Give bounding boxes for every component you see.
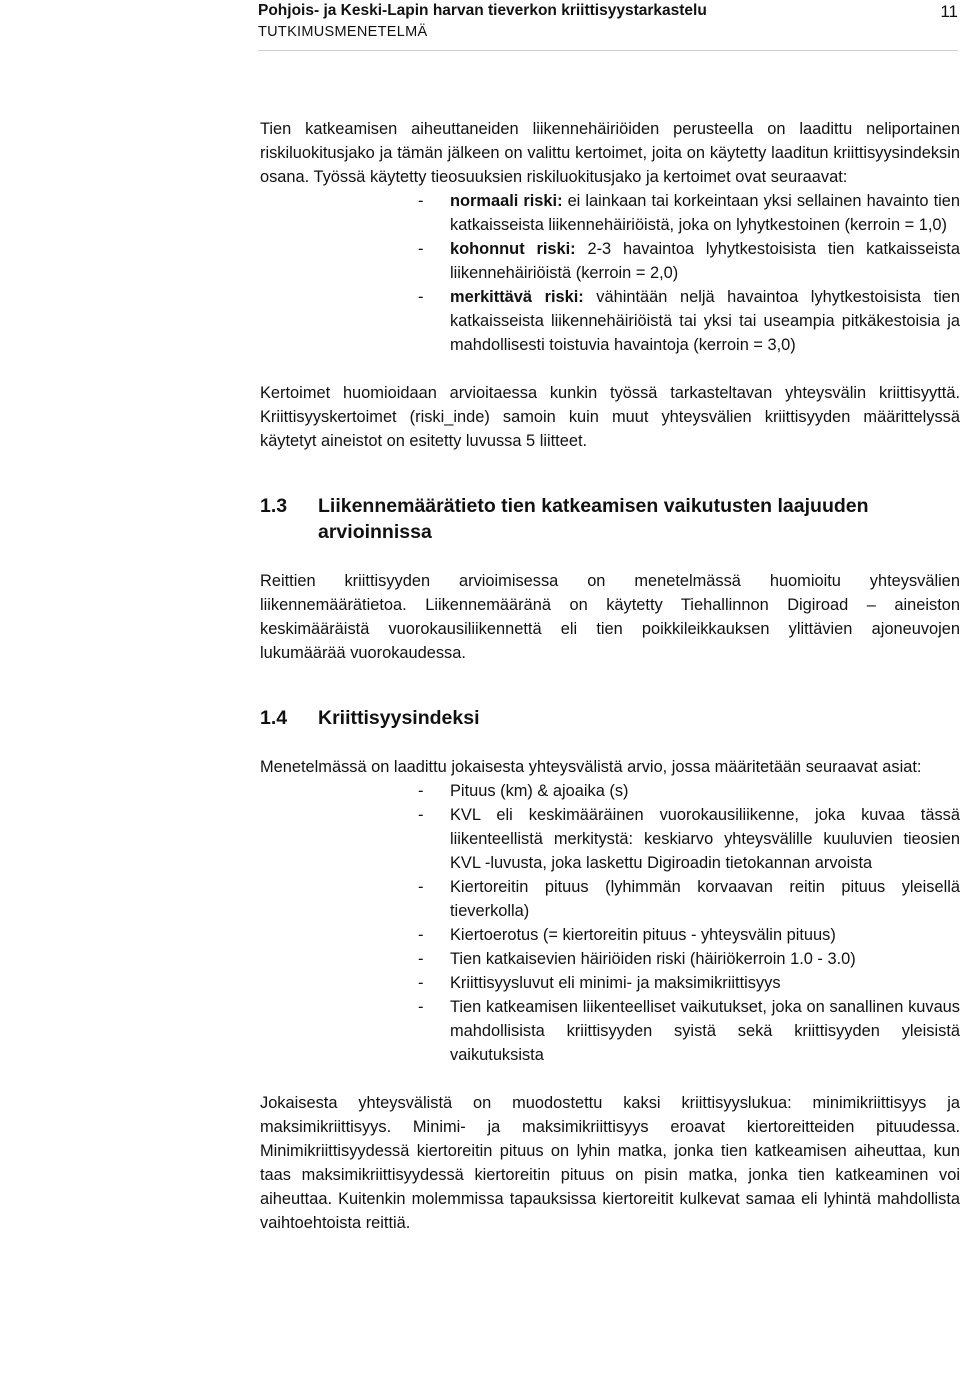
main-content — [260, 117, 960, 1235]
section-heading-1-3 — [260, 493, 960, 545]
index-paragraph: Menetelmässä on laadittu jokaisesta yhteysvälistä arvio, jossa määritetään seuraavat asiat: — [260, 758, 922, 776]
list-item: - Tien katkeamisen liikenteelliset vaikutukset, joka on sanallinen kuvaus mahdollisista kriittisyyden syistä sekä kriittisyyden yleisistä vaikutuksista — [260, 995, 960, 1067]
section-title: Liikennemäärätieto tien katkeamisen vaikutusten laajuuden arvioinnissa — [318, 495, 869, 543]
section-heading-1-4 — [260, 705, 960, 731]
section-title: Kriittisyysindeksi — [318, 707, 480, 729]
risk-text: vähintään neljä havaintoa lyhytkestoisista tien katkaisseista liikennehäiriöistä tai yksi tai useampia pitkäkestoisia ja mahdollisesti toistuvia havaintoja (kerroin = 3,0) — [450, 288, 960, 354]
page-number: 11 — [940, 2, 958, 21]
intro-paragraph: Tien katkeamisen aiheuttaneiden liikennehäiriöiden perusteella on laadittu neliportainen riskiluokitusjako ja tämän jälkeen on valittu kertoimet, joita on käytetty laaditun kriittisyysindeksin osana. Työssä käytetty tieosuuksien riskiluokitusjako ja kertoimet ovat seuraavat: — [260, 120, 960, 186]
section-number: 1.4 — [260, 707, 288, 729]
list-item: - KVL eli keskimääräinen vuorokausiliikenne, joka kuvaa tässä liikenteellistä merkitystä: keskiarvo yhteysvälille kuuluvien tieosien KVL -luvusta, joka laskettu Digiroadin tietokannan arvoista — [260, 803, 960, 875]
list-item — [260, 285, 960, 357]
risk-term: kohonnut riski: — [450, 240, 576, 258]
risk-term: normaali riski: — [450, 192, 563, 210]
list-item: - Pituus (km) & ajoaika (s) — [260, 779, 960, 803]
header-subtitle: TUTKIMUSMENETELMÄ — [258, 24, 428, 40]
list-item — [260, 237, 960, 285]
criticality-paragraph: Jokaisesta yhteysvälistä on muodostettu kaksi kriittisyyslukua: minimikriittisyys ja maksimikriittisyys. Minimi- ja maksimikriittisyys eroavat kiertoreitteiden pituudessa. Minimikriittisyydessä kiertoreitin pituus on lyhin matka, jonka tien katkeamisen aiheuttaa, kun taas maksimikriittisyydessä kiertoreitin pituus on pisin matka, jonka tien katkeaminen voi aiheuttaa. Kuitenkin molemmissa tapauksissa kiertoreitit kulkevat samaa eli lyhintä mahdollista vaihtoehtoista reittiä. — [260, 1094, 960, 1232]
list-item — [260, 189, 960, 237]
list-item: - Kiertoerotus (= kiertoreitin pituus - yhteysvälin pituus) — [260, 923, 960, 947]
section-number: 1.3 — [260, 495, 288, 517]
assessment-list — [260, 779, 960, 1067]
risk-text: ei lainkaan tai korkeintaan yksi sellainen havainto tien katkaisseista liikennehäiriöistä, joka on lyhytkestoinen (kerroin = 1,0) — [450, 192, 960, 234]
risk-text: 2-3 havaintoa lyhytkestoisista tien katkaisseista liikennehäiriöistä (kerroin = 2,0) — [450, 240, 960, 282]
traffic-volume-paragraph: Reittien kriittisyyden arvioimisessa on menetelmässä huomioitu yhteysvälien liikennemäärätietoa. Liikennemääränä on käytetty Tiehallinnon Digiroad – aineiston keskimääräistä vuorokausiliikennettä eli tien poikkileikkauksen ylittävien ajoneuvojen lukumäärää vuorokaudessa. — [260, 572, 960, 662]
header-title: Pohjois- ja Keski-Lapin harvan tieverkon kriittisyystarkastelu — [258, 2, 707, 19]
risk-term: merkittävä riski: — [450, 288, 584, 306]
coefficients-paragraph: Kertoimet huomioidaan arvioitaessa kunkin työssä tarkasteltavan yhteysvälin kriittisyyttä. Kriittisyyskertoimet (riski_inde) samoin kuin muut yhteysvälien kriittisyyden määrittelyssä käytetyt aineistot on esitetty luvussa 5 liitteet. — [260, 384, 960, 450]
list-item: - Kiertoreitin pituus (lyhimmän korvaavan reitin pituus yleisellä tieverkolla) — [260, 875, 960, 923]
risk-class-list — [260, 189, 960, 357]
page-header — [258, 0, 958, 51]
list-item: - Kriittisyysluvut eli minimi- ja maksimikriittisyys — [260, 971, 960, 995]
list-item: - Tien katkaisevien häiriöiden riski (häiriökerroin 1.0 - 3.0) — [260, 947, 960, 971]
